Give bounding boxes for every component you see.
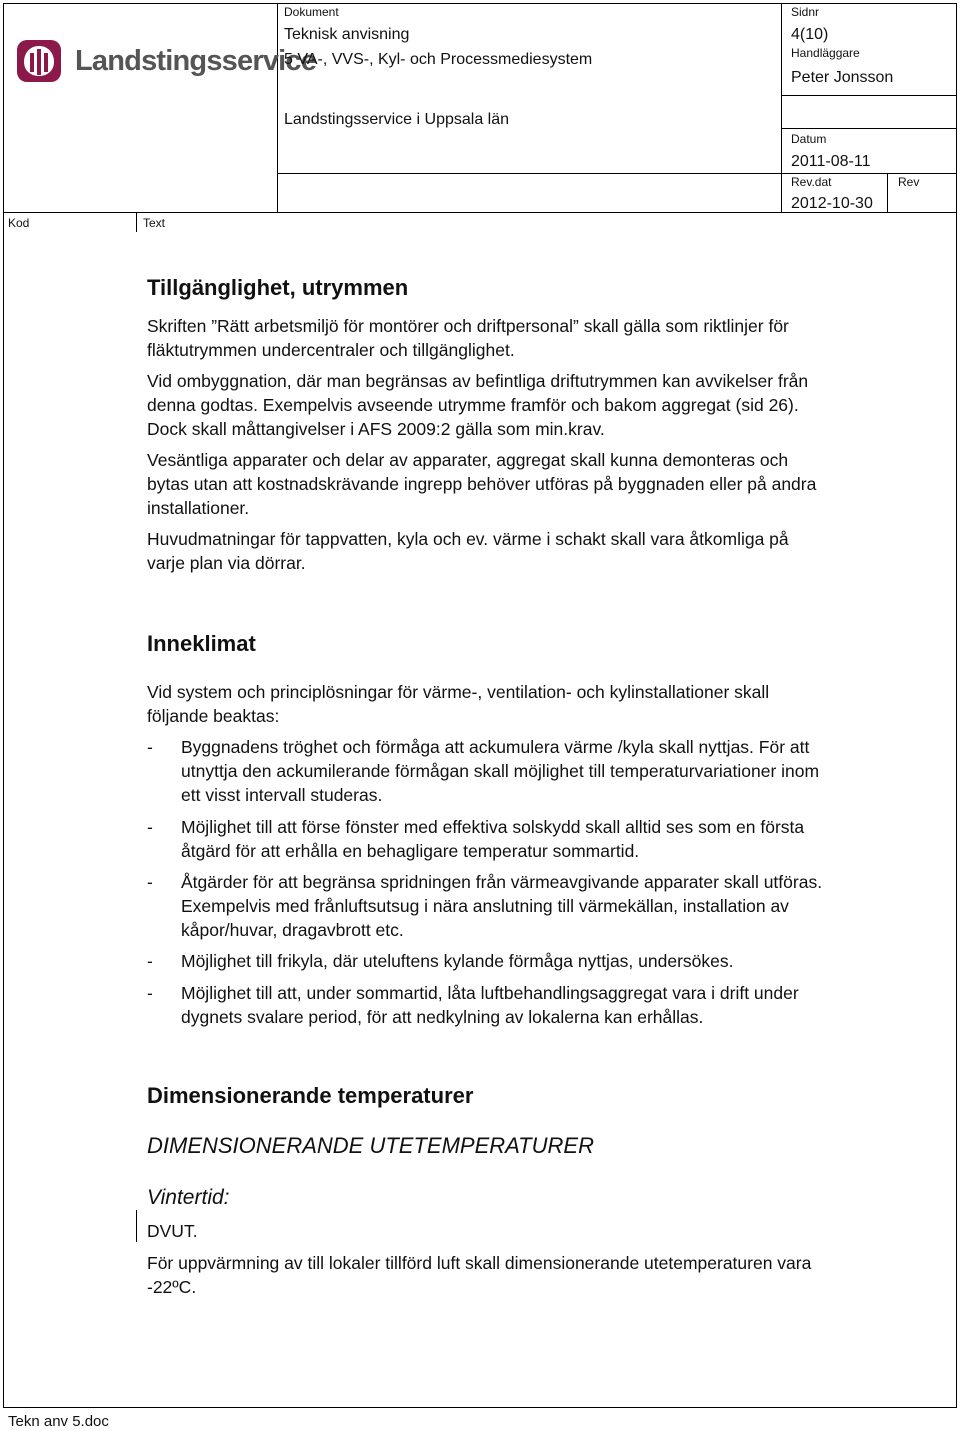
s2-b1-line-1: Byggnadens tröghet och förmåga att ackumulera värme /kyla skall nyttjas. För att — [181, 737, 810, 757]
s2-b3-line-1: Åtgärder för att begränsa spridningen från värmeavgivande apparater skall utföras. — [181, 872, 823, 892]
handlaggare-label: Handläggare — [791, 46, 860, 60]
landstingsservice-logo — [15, 36, 317, 88]
s1-p1-line-1: Skriften ”Rätt arbetsmiljö för montörer och driftpersonal” skall gälla som riktlinjer för — [147, 316, 789, 336]
bullet-dash: - — [147, 872, 153, 892]
header-line-datum — [781, 128, 957, 129]
s2-b4-line-1: Möjlighet till frikyla, där uteluftens kylande förmåga nyttjas, undersökes. — [181, 951, 734, 971]
subheading-utetemperaturer: DIMENSIONERANDE UTETEMPERATURER — [147, 1133, 594, 1158]
handlaggare-value: Peter Jonsson — [791, 69, 894, 86]
s3-p-line-2: -22ºC. — [147, 1277, 197, 1297]
s2-intro-line-2: följande beaktas: — [147, 706, 280, 726]
sidnr-value: 4(10) — [791, 26, 829, 43]
organisation: Landstingsservice i Uppsala län — [284, 111, 510, 128]
text-label: Text — [143, 216, 166, 230]
revdat-label: Rev.dat — [791, 175, 832, 189]
section-title-tillganglighet: Tillgänglighet, utrymmen — [147, 275, 409, 300]
subheading-vintertid: Vintertid: — [147, 1186, 230, 1209]
s1-p2-line-3: Dock skall måttangivelser i AFS 2009:2 gälla som min.krav. — [147, 419, 605, 439]
s2-intro-line-1: Vid system och principlösningar för värme-, ventilation- och kylinstallationer skall — [147, 682, 770, 702]
header-divider-right — [781, 3, 782, 213]
s3-p-line-1: För uppvärmning av till lokaler tillförd luft skall dimensionerande utetemperaturen vara — [147, 1253, 812, 1273]
bullet-dash: - — [147, 983, 153, 1003]
header-line-revdat — [277, 173, 957, 174]
dvut-text: DVUT. — [147, 1221, 198, 1241]
s1-p4-line-1: Huvudmatningar för tappvatten, kyla och ev. värme i schakt skall vara åtkomliga på — [147, 529, 789, 549]
s2-b2-line-2: åtgärd för att erhålla en behagligare temperatur sommartid. — [181, 841, 640, 861]
footer-filename: Tekn anv 5.doc — [8, 1413, 109, 1430]
s1-p1-line-2: fläktutrymmen undercentraler och tillgänglighet. — [147, 340, 515, 360]
logo-text: Landstingsservice — [75, 45, 317, 77]
bullet-dash: - — [147, 951, 153, 971]
doc-title-line-1: Teknisk anvisning — [284, 26, 410, 43]
sidnr-label: Sidnr — [791, 5, 820, 19]
s1-p4-line-2: varje plan via dörrar. — [147, 553, 306, 573]
bullet-dash: - — [147, 817, 153, 837]
logo-emblem-icon — [15, 36, 67, 88]
s1-p3-line-3: installationer. — [147, 498, 250, 518]
header-divider-logo — [277, 3, 278, 213]
rev-label: Rev — [898, 175, 920, 189]
doc-title-line-2: 5 VA-, VVS-, Kyl- och Processmediesystem — [284, 51, 593, 68]
header-divider-rev — [887, 173, 888, 213]
header-line-handlaggare — [781, 95, 957, 96]
s2-b1-line-2: utnyttja den ackumilerande förmågan skall möjlighet till temperaturvariationer inom — [181, 761, 820, 781]
s2-b3-line-2: Exempelvis med frånluftsutsug i nära anslutning till värmekällan, installation av — [181, 896, 789, 916]
kod-label: Kod — [8, 216, 30, 230]
datum-label: Datum — [791, 132, 827, 146]
s1-p3-line-2: bytas utan att kostnadskrävande ingrepp behöver utföras på byggnaden eller på andra — [147, 474, 817, 494]
s1-p2-line-1: Vid ombyggnation, där man begränsas av befintliga driftutrymmen kan avvikelser från — [147, 371, 809, 391]
bullet-dash: - — [147, 737, 153, 757]
section-title-dimensionerande: Dimensionerande temperaturer — [147, 1083, 474, 1108]
s2-b1-line-3: ett visst intervall studeras. — [181, 785, 383, 805]
s2-b3-line-3: kåpor/huvar, dragavbrott etc. — [181, 920, 404, 940]
s2-b5-line-2: dygnets svalare period, för att nedkylning av lokalerna kan erhållas. — [181, 1007, 704, 1027]
datum-value: 2011-08-11 — [791, 153, 871, 170]
s1-p2-line-2: denna godtas. Exempelvis avseende utrymme framför och bakom aggregat (sid 26). — [147, 395, 799, 415]
revision-bar — [136, 1210, 137, 1242]
revdat-value: 2012-10-30 — [791, 195, 873, 212]
s2-b5-line-1: Möjlighet till att, under sommartid, låta luftbehandlingsaggregat vara i drift under — [181, 983, 799, 1003]
section-title-inneklimat: Inneklimat — [147, 631, 256, 656]
dokument-label: Dokument — [284, 5, 339, 19]
s1-p3-line-1: Vesäntliga apparater och delar av apparater, aggregat skall kunna demonteras och — [147, 450, 789, 470]
s2-b2-line-1: Möjlighet till att förse fönster med effektiva solskydd skall alltid ses som en första — [181, 817, 805, 837]
kod-divider — [136, 212, 137, 232]
